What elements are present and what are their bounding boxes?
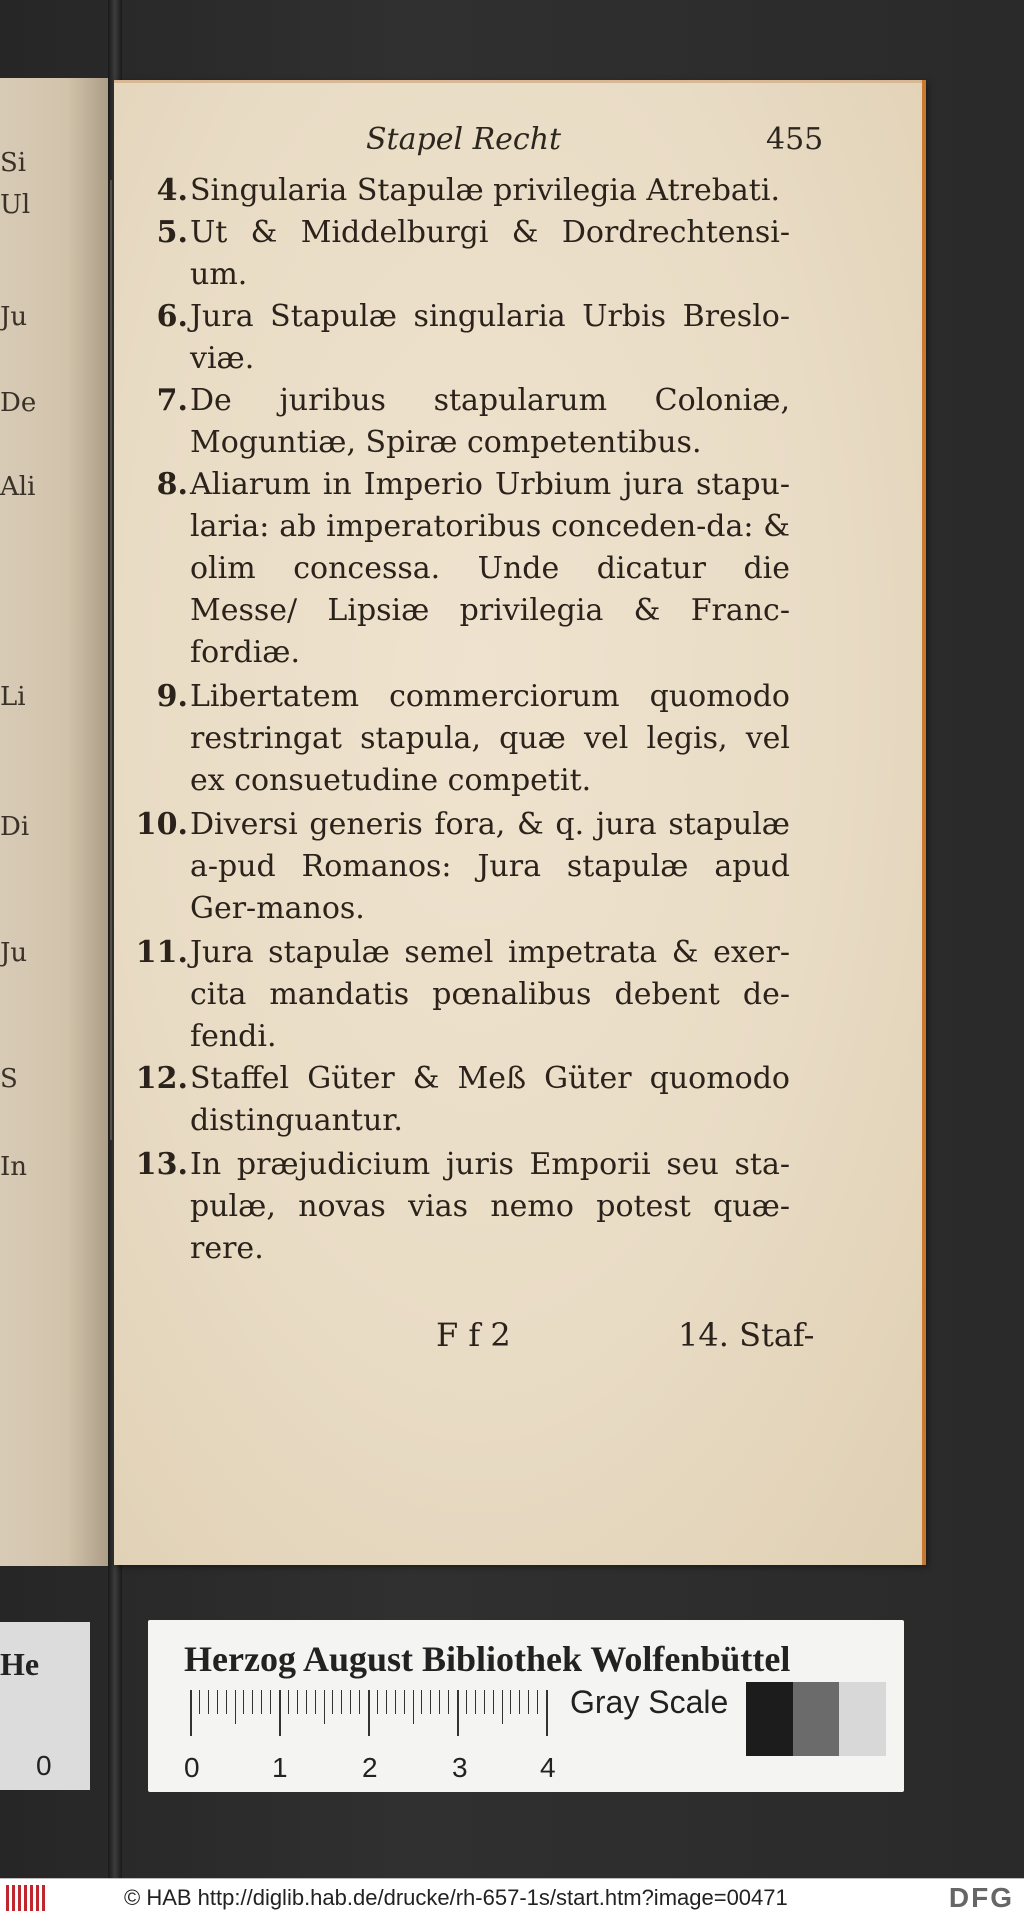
ruler-tick [413,1690,414,1724]
left-fragment: Ju [0,302,28,332]
entry-text: Aliarum in Imperio Urbium jura stapu-laria: ab imperatoribus conceden-da: & olim concessa. Unde dicatur die Messe/ Lipsiæ privilegia & Franc-fordiæ. [190,467,790,670]
entry-text: Jura stapulæ semel impetrata & exer-cita mandatis pœnalibus debent de-fendi. [190,935,790,1054]
ruler-tick [519,1690,520,1714]
footer-credit-link[interactable]: © HAB http://diglib.hab.de/drucke/rh-657-1s/start.htm?image=00471 [124,1885,788,1910]
ruler-tick [306,1690,307,1714]
page-number: 455 [766,122,824,157]
ruler-tick [261,1690,262,1714]
ruler-tick [475,1690,476,1714]
ruler-number: 2 [362,1752,378,1783]
entry-number: 5. [156,215,188,250]
entry-number: 7. [156,383,188,418]
ruler-tick [510,1690,511,1714]
ruler-scale [184,1682,556,1783]
entry-number: 4. [156,173,188,208]
ruler-tick [288,1690,289,1714]
color-calibration-bar [148,1620,904,1792]
ruler-tick [493,1690,494,1714]
entry-text: De juribus stapularum Coloniæ, Moguntiæ, Spiræ competentibus. [190,383,790,460]
ruler-number: 0 [184,1752,200,1783]
ruler-tick [226,1690,227,1714]
entry-text: Ut & Middelburgi & Dordrechtensi-um. [190,215,790,292]
institution-name: Herzog August Bibliothek Wolfenbüttel [184,1639,791,1679]
ruler-tick [439,1690,440,1714]
ruler-number: 3 [452,1752,468,1783]
left-fragment: Ju [0,938,28,968]
gray-swatch [839,1682,886,1756]
running-head: Stapel Recht [366,122,562,157]
ruler-tick [270,1690,271,1714]
left-fragment: Si [0,148,27,178]
ruler-tick [341,1690,342,1714]
ruler-tick [368,1690,370,1736]
ruler-tick [448,1690,449,1714]
entry-text: Libertatem commerciorum quomodo restringat stapula, quæ vel legis, vel ex consuetudine competit. [190,679,790,798]
ruler-tick [395,1690,396,1714]
left-fragment: Ul [0,190,31,220]
hab-logo-icon [6,1885,46,1911]
ruler-tick [502,1690,503,1724]
ruler-tick [546,1690,548,1736]
entry-text: Staffel Güter & Meß Güter quomodo distinguantur. [190,1061,790,1138]
entry-number: 12. [135,1061,188,1096]
ruler-number: 4 [540,1752,556,1783]
ruler-tick [315,1690,316,1714]
entry-number: 8. [156,467,188,502]
entry-text: Jura Stapulæ singularia Urbis Breslo-viæ. [190,299,790,376]
entry-number: 10. [135,807,188,842]
gray-scale-label: Gray Scale [570,1684,729,1720]
entry-number: 11. [135,935,188,970]
entry-text: Singularia Stapulæ privilegia Atrebati. [190,173,780,208]
gray-swatch [746,1682,793,1756]
entry-number: 9. [156,679,188,714]
left-fragment: In [0,1152,28,1182]
ruler-tick [528,1690,529,1714]
ruler-tick [297,1690,298,1714]
page-header [114,122,922,162]
signature-mark: F f 2 [436,1316,511,1354]
entry-text: Diversi generis fora, & q. jura stapulæ a-pud Romanos: Jura stapulæ apud Ger-manos. [190,807,790,926]
ruler-tick [350,1690,351,1714]
ruler-tick [208,1690,209,1714]
left-fragment: S [0,1064,18,1094]
left-fragment: Ali [0,472,36,502]
ruler-tick [466,1690,467,1714]
ruler-tick [199,1690,200,1714]
ruler-tick [537,1690,538,1714]
catchword: 14. Staf- [678,1316,815,1354]
ruler-tick [332,1690,333,1714]
left-card-number: 0 [36,1750,52,1781]
footer-bar [0,1878,1024,1916]
ruler-tick [217,1690,218,1714]
dfg-logo: DFG [948,1882,1014,1913]
ruler-number: 1 [272,1752,288,1783]
ruler-tick [484,1690,485,1714]
left-card-text: He [0,1646,40,1682]
left-fragment: De [0,388,37,418]
ruler-tick [243,1690,244,1714]
left-fragment: Li [0,682,26,712]
ruler-tick [386,1690,387,1714]
book-page [114,80,926,1565]
left-color-card [0,1622,90,1790]
ruler-tick [421,1690,422,1714]
entry-number: 6. [156,299,188,334]
left-facing-page [0,78,112,1566]
ruler-tick [235,1690,236,1724]
ruler-tick [279,1690,281,1736]
ruler-tick [324,1690,325,1724]
ruler-tick [252,1690,253,1714]
ruler-tick [190,1690,192,1736]
left-fragment: Di [0,812,30,842]
ruler-tick [457,1690,459,1736]
page-edge [114,80,922,83]
gray-swatch [793,1682,840,1756]
entry-text: In præjudicium juris Emporii seu sta-pulæ, novas vias nemo potest quæ-rere. [190,1147,790,1266]
ruler-tick [377,1690,378,1714]
ruler-tick [404,1690,405,1714]
ruler-tick [359,1690,360,1714]
entry-number: 13. [135,1147,188,1182]
gray-swatches [746,1682,886,1756]
ruler-tick [430,1690,431,1714]
